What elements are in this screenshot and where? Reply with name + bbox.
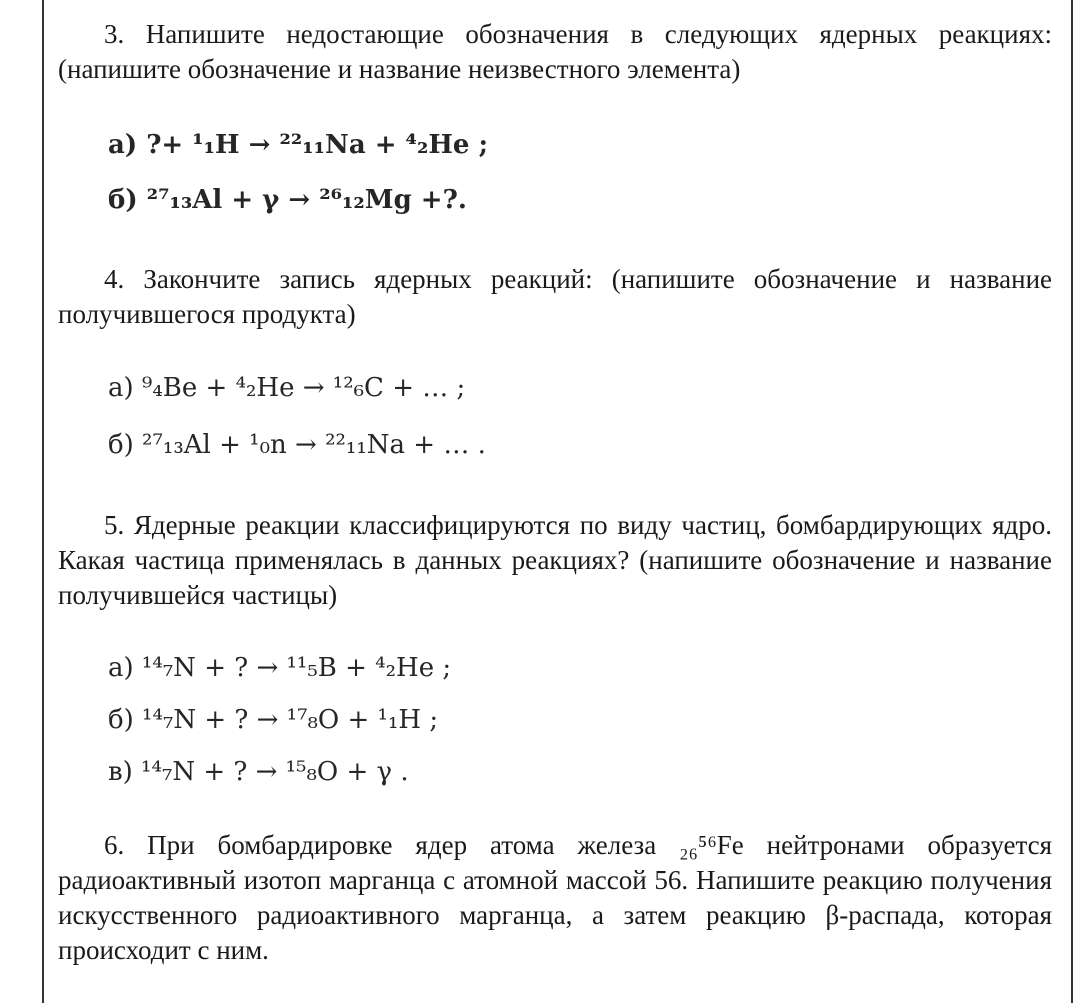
task-3 xyxy=(58,17,1052,87)
task-4-text: 4. Закончите запись ядерных реакций: (напишите обозначение и название получившегося продукта) xyxy=(58,264,1052,329)
task-5 xyxy=(58,508,1052,613)
task-6 xyxy=(58,828,1052,968)
task-4 xyxy=(58,262,1052,332)
task-5-equation-c: в) ¹⁴₇N + ? → ¹⁵₈O + γ . xyxy=(108,757,409,787)
task-3-equation-b: б) ²⁷₁₃Al + γ → ²⁶₁₂Mg +?. xyxy=(108,185,467,215)
task-6-text: 6. При бомбардировке ядер атома железа ₂₆⁵⁶Fe нейтронами образуется радиоактивный изотоп марганца с атомной массой 56. Напишите реакцию получения искусственного радиоактивного марганца, а затем реакцию β-распада, которая происходит с ним. xyxy=(58,830,1052,965)
task-5-equation-a: а) ¹⁴₇N + ? → ¹¹₅B + ⁴₂He ; xyxy=(108,653,452,683)
task-5-equation-b: б) ¹⁴₇N + ? → ¹⁷₈O + ¹₁H ; xyxy=(108,705,439,735)
task-4-equation-a: а) ⁹₄Be + ⁴₂He → ¹²₆C + … ; xyxy=(108,373,466,403)
task-3-text: 3. Напишите недостающие обозначения в следующих ядерных реакциях: (напишите обозначение и название неизвестного элемента) xyxy=(58,19,1052,84)
task-3-equation-a: а) ?+ ¹₁H → ²²₁₁Na + ⁴₂He ; xyxy=(108,130,489,160)
task-4-equation-b: б) ²⁷₁₃Al + ¹₀n → ²²₁₁Na + … . xyxy=(108,430,486,460)
task-5-text: 5. Ядерные реакции классифицируются по виду частиц, бомбардирующих ядро. Какая частица применялась в данных реакциях? (напишите обозначение и название получившейся частицы) xyxy=(58,510,1052,610)
